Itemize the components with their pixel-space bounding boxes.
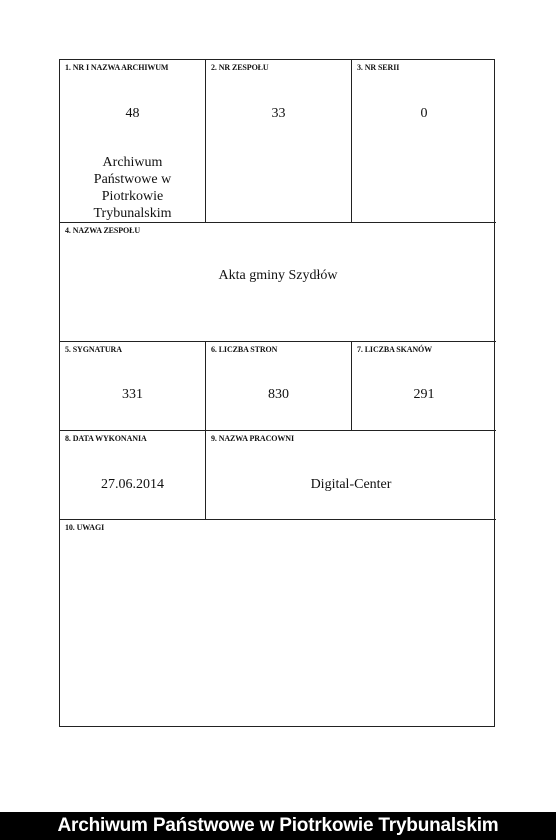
fond-number-value: 33	[271, 106, 286, 121]
studio-cell	[206, 431, 496, 520]
page-count-cell	[206, 342, 352, 431]
signature-cell	[60, 342, 206, 431]
archive-name	[60, 154, 205, 222]
series-number-label: 3. NR SERII	[357, 63, 400, 72]
date-label: 8. DATA WYKONANIA	[65, 434, 147, 443]
fond-name-value: Akta gminy Szydłów	[218, 268, 338, 283]
archive-footer-banner: Archiwum Państwowe w Piotrkowie Trybunalskim	[0, 812, 556, 840]
signature-value: 331	[122, 387, 143, 402]
studio-value: Digital-Center	[310, 477, 392, 492]
archive-name-line-1: Archiwum	[102, 155, 163, 170]
fond-name-label: 4. NAZWA ZESPOŁU	[65, 226, 141, 235]
series-number-cell	[352, 60, 496, 223]
scan-count-cell	[352, 342, 496, 431]
series-number-value: 0	[420, 106, 428, 121]
fond-name-cell	[60, 223, 496, 342]
date-cell	[60, 431, 206, 520]
date-value: 27.06.2014	[101, 477, 164, 492]
fond-number-cell	[206, 60, 352, 223]
signature-label: 5. SYGNATURA	[65, 345, 122, 354]
archive-label: 1. NR I NAZWA ARCHIWUM	[65, 63, 169, 72]
archive-name-line-4: Trybunalskim	[93, 206, 172, 221]
archive-cell	[60, 60, 206, 223]
scan-count-value: 291	[413, 387, 435, 402]
archive-number: 48	[125, 106, 140, 121]
metadata-card	[59, 59, 495, 727]
studio-label: 9. NAZWA PRACOWNI	[211, 434, 294, 443]
scan-count-label: 7. LICZBA SKANÓW	[357, 345, 433, 354]
archive-name-line-2: Państwowe w	[93, 172, 172, 187]
page-count-value: 830	[268, 387, 289, 402]
page-count-label: 6. LICZBA STRON	[211, 345, 278, 354]
notes-cell	[60, 520, 496, 726]
archive-name-line-3: Piotrkowie	[101, 189, 164, 204]
fond-number-label: 2. NR ZESPOŁU	[211, 63, 269, 72]
notes-label: 10. UWAGI	[65, 523, 105, 532]
